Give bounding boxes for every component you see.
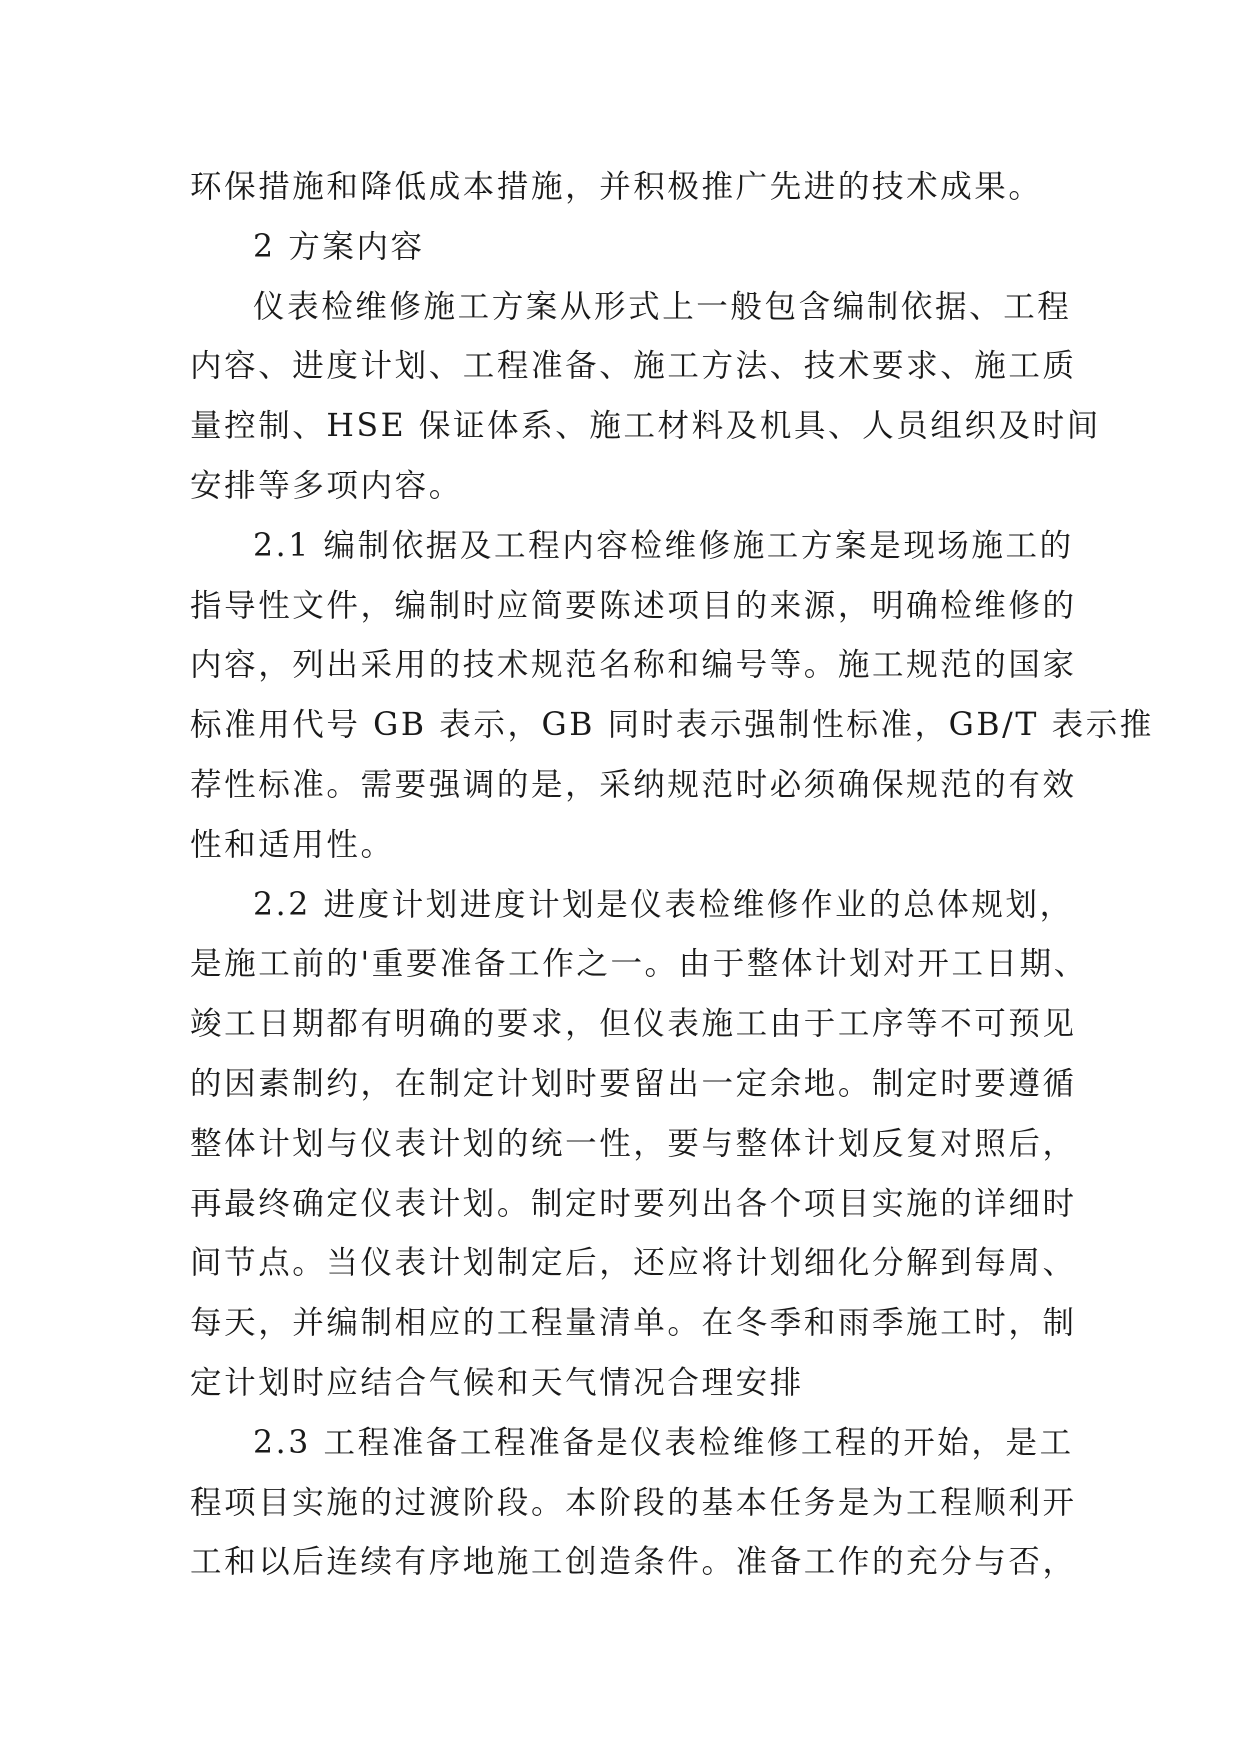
- text-line: 仪表检维修施工方案从形式上一般包含编制依据、工程: [253, 288, 1072, 325]
- text-line: 竣工日期都有明确的要求，但仪表施工由于工序等不可预见: [190, 1006, 1077, 1043]
- text-line: 定计划时应结合气候和天气情况合理安排: [190, 1364, 804, 1401]
- text-line: 是施工前的'重要准备工作之一。由于整体计划对开工日期、: [190, 946, 1088, 983]
- text-line: 工和以后连续有序地施工创造条件。准备工作的充分与否，: [190, 1544, 1077, 1581]
- text-line: 程项目实施的过渡阶段。本阶段的基本任务是为工程顺利开: [190, 1484, 1077, 1521]
- document-page: [190, 158, 1154, 1593]
- text-line: 标准用代号 GB 表示，GB 同时表示强制性标准，GB/T 表示推: [190, 707, 1154, 744]
- text-line: 再最终确定仪表计划。制定时要列出各个项目实施的详细时: [190, 1185, 1077, 1222]
- text-line: 量控制、HSE 保证体系、施工材料及机具、人员组织及时间: [190, 408, 1101, 445]
- text-line: 2.2 进度计划进度计划是仪表检维修作业的总体规划，: [253, 886, 1074, 923]
- text-line: 每天，并编制相应的工程量清单。在冬季和雨季施工时，制: [190, 1305, 1077, 1342]
- text-line: 间节点。当仪表计划制定后，还应将计划细化分解到每周、: [190, 1245, 1077, 1282]
- text-line: 内容，列出采用的技术规范名称和编号等。施工规范的国家: [190, 647, 1077, 684]
- text-line: 整体计划与仪表计划的统一性，要与整体计划反复对照后，: [190, 1125, 1077, 1162]
- section-heading: 2 方案内容: [253, 228, 425, 265]
- text-line: 环保措施和降低成本措施，并积极推广先进的技术成果。: [190, 169, 1043, 205]
- text-line: 2.1 编制依据及工程内容检维修施工方案是现场施工的: [253, 527, 1074, 564]
- text-line: 荐性标准。需要强调的是，采纳规范时必须确保规范的有效: [190, 766, 1077, 803]
- text-line: 性和适用性。: [190, 826, 395, 863]
- text-line: 的因素制约，在制定计划时要留出一定余地。制定时要遵循: [190, 1065, 1077, 1102]
- text-line: 内容、进度计划、工程准备、施工方法、技术要求、施工质: [190, 348, 1077, 385]
- text-line: 指导性文件，编制时应简要陈述项目的来源，明确检维修的: [190, 587, 1077, 624]
- text-line: 安排等多项内容。: [190, 467, 463, 504]
- text-line: 2.3 工程准备工程准备是仪表检维修工程的开始，是工: [253, 1424, 1074, 1461]
